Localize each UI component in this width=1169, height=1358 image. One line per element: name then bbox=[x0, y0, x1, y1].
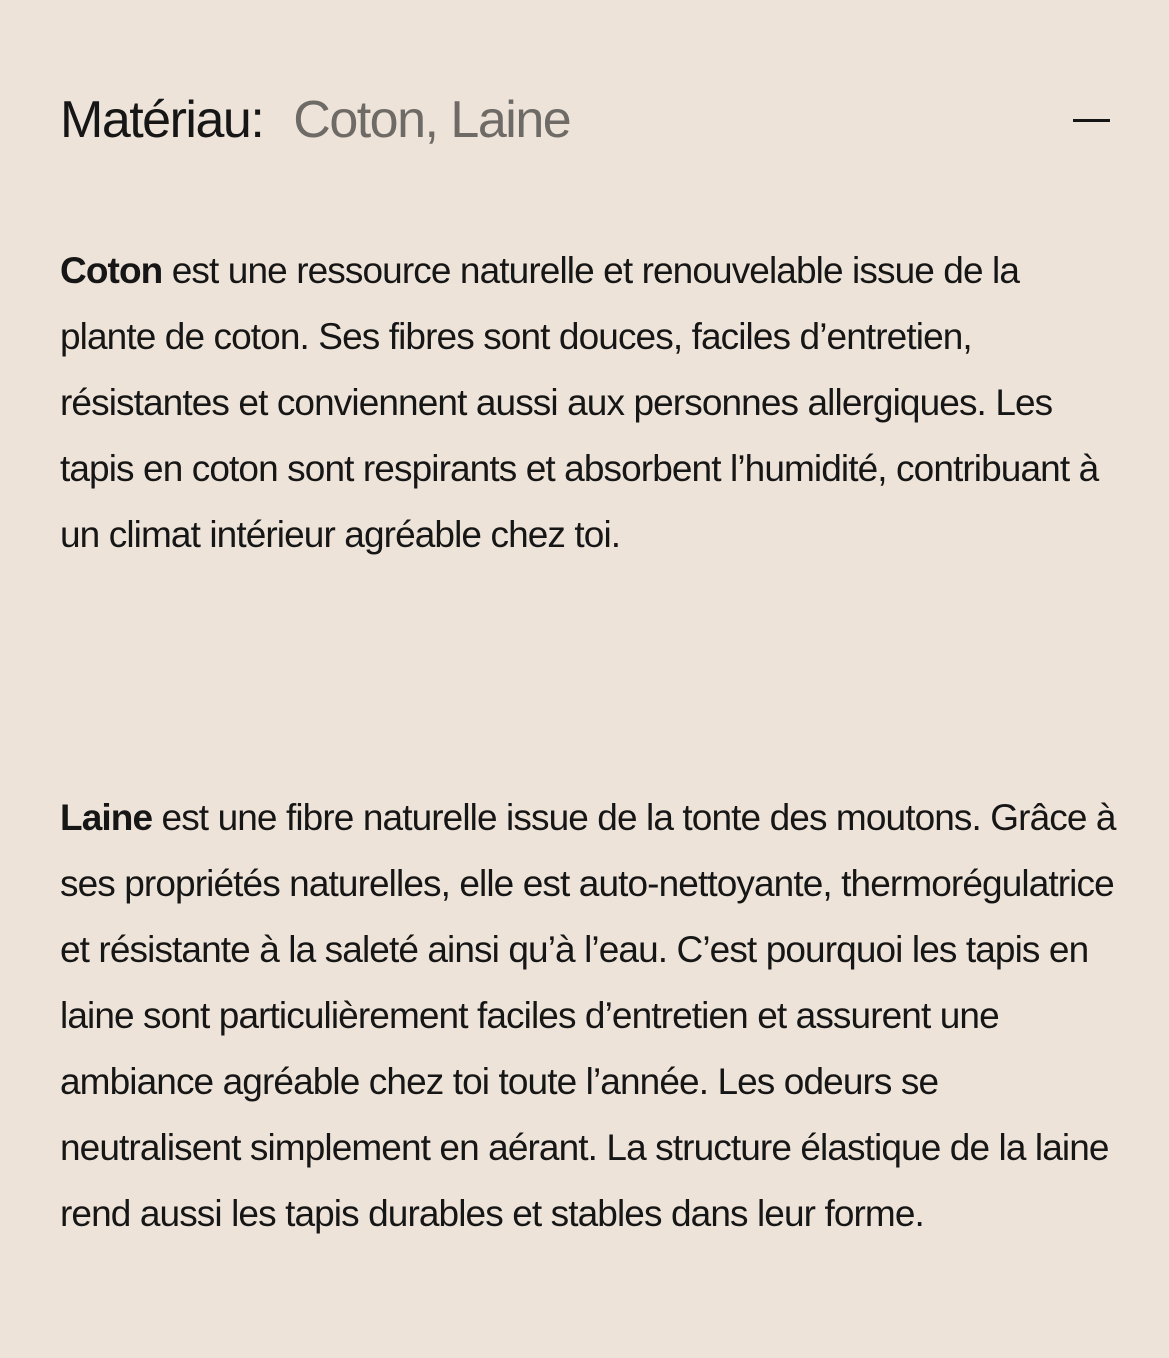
minus-icon bbox=[1073, 119, 1110, 122]
material-value: Coton, Laine bbox=[293, 91, 571, 149]
material-name: Laine bbox=[60, 797, 153, 838]
material-name: Coton bbox=[60, 250, 163, 291]
material-label: Matériau: bbox=[60, 91, 264, 149]
collapse-button[interactable] bbox=[1071, 100, 1111, 140]
material-paragraph bbox=[60, 238, 1120, 568]
material-text: est une ressource naturelle et renouvelable issue de la plante de coton. Ses fibres sont douces, faciles d’entretien, résistantes et conviennent aussi aux personnes allergiques. Les tapis en coton sont respirants et absorbent l’humidité, contribuant à un climat intérieur agréable chez toi. bbox=[60, 250, 1099, 555]
material-accordion-header[interactable] bbox=[60, 80, 1109, 160]
material-description-laine bbox=[60, 785, 1120, 1247]
material-description-coton bbox=[60, 238, 1120, 568]
material-summary bbox=[60, 90, 570, 150]
material-paragraph bbox=[60, 785, 1120, 1247]
material-text: est une fibre naturelle issue de la tonte des moutons. Grâce à ses propriétés naturelles, elle est auto-nettoyante, thermorégulatrice et résistante à la saleté ainsi qu’à l’eau. C’est pourquoi les tapis en laine sont particulièrement faciles d’entretien et assurent une ambiance agréable chez toi toute l’année. Les odeurs se neutralisent simplement en aérant. La structure élastique de la laine rend aussi les tapis durables et stables dans leur forme. bbox=[60, 797, 1116, 1234]
